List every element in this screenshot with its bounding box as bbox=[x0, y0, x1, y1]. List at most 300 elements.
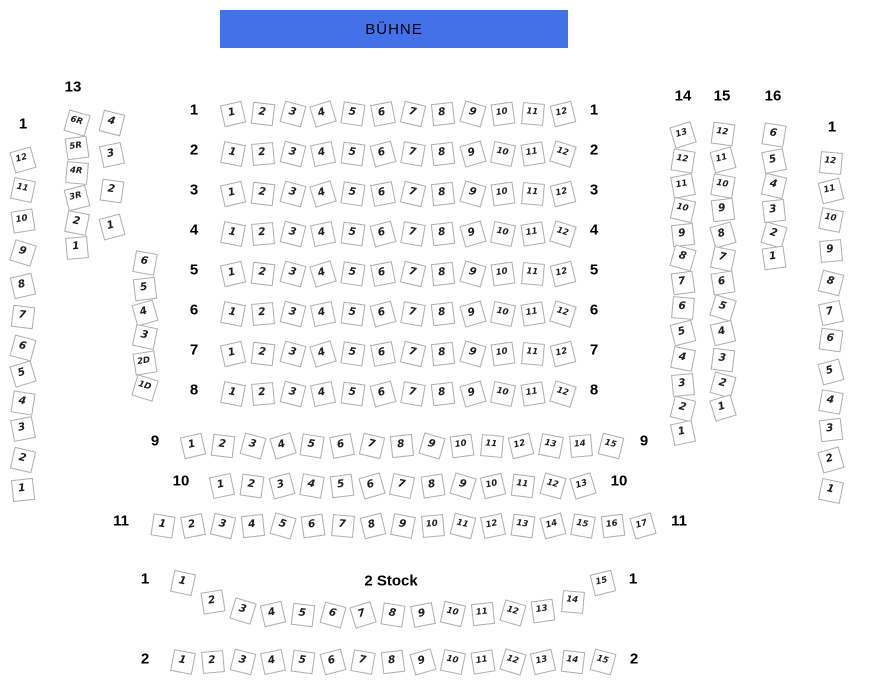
seat[interactable] bbox=[760, 221, 787, 248]
seat[interactable] bbox=[201, 650, 225, 674]
seat[interactable] bbox=[359, 472, 386, 499]
seat[interactable] bbox=[309, 340, 336, 367]
seat[interactable] bbox=[341, 222, 366, 247]
seat-number: 4 bbox=[716, 324, 727, 338]
seat[interactable] bbox=[251, 222, 275, 246]
seat[interactable] bbox=[200, 589, 225, 614]
seat-number: 6R bbox=[69, 114, 84, 128]
seat-number: 9 bbox=[416, 653, 427, 668]
seat[interactable] bbox=[100, 179, 125, 204]
seat[interactable] bbox=[381, 650, 406, 675]
seat[interactable] bbox=[370, 141, 397, 168]
seat[interactable] bbox=[280, 181, 307, 208]
seat[interactable] bbox=[710, 246, 736, 272]
seat[interactable] bbox=[10, 335, 37, 362]
seat[interactable] bbox=[711, 348, 736, 373]
seat[interactable] bbox=[762, 246, 787, 271]
seat[interactable] bbox=[65, 161, 89, 185]
seat[interactable] bbox=[490, 301, 516, 327]
seat[interactable] bbox=[280, 141, 307, 168]
seat[interactable] bbox=[490, 221, 516, 247]
seat[interactable] bbox=[818, 178, 845, 205]
seat[interactable] bbox=[761, 148, 787, 174]
seat[interactable] bbox=[459, 100, 486, 127]
seat[interactable] bbox=[65, 236, 89, 260]
seat[interactable] bbox=[531, 599, 556, 624]
seat[interactable] bbox=[150, 513, 175, 538]
seat[interactable] bbox=[400, 381, 425, 406]
seat[interactable] bbox=[251, 102, 276, 127]
seat[interactable] bbox=[762, 199, 786, 223]
seat[interactable] bbox=[131, 299, 158, 326]
seat[interactable] bbox=[459, 180, 486, 207]
seat[interactable] bbox=[601, 514, 626, 539]
seat[interactable] bbox=[431, 102, 455, 126]
seat[interactable] bbox=[132, 324, 158, 350]
seat-number: 3 bbox=[287, 185, 298, 199]
seat-number: 2 bbox=[207, 593, 217, 607]
seat[interactable] bbox=[310, 381, 336, 407]
seat[interactable] bbox=[670, 396, 697, 423]
seat[interactable] bbox=[670, 346, 696, 372]
seat[interactable] bbox=[670, 197, 696, 223]
seat[interactable] bbox=[709, 294, 736, 321]
seat[interactable] bbox=[671, 296, 695, 320]
seat[interactable] bbox=[491, 262, 516, 287]
seat[interactable] bbox=[480, 513, 506, 539]
seat-number: 1D bbox=[136, 379, 153, 393]
seat[interactable] bbox=[508, 433, 535, 460]
seat-number: 11 bbox=[525, 106, 539, 118]
seat[interactable] bbox=[819, 151, 843, 175]
seat[interactable] bbox=[309, 100, 336, 127]
seat-number: 1 bbox=[186, 437, 197, 451]
seat[interactable] bbox=[520, 381, 545, 406]
seat[interactable] bbox=[819, 418, 844, 443]
seat[interactable] bbox=[291, 650, 316, 675]
seat[interactable] bbox=[710, 147, 737, 174]
seat[interactable] bbox=[400, 101, 426, 127]
seat-number: 11 bbox=[515, 478, 529, 490]
seat[interactable] bbox=[370, 261, 396, 287]
seat-number: 10 bbox=[495, 106, 509, 118]
seat[interactable] bbox=[10, 447, 36, 473]
seat[interactable] bbox=[133, 277, 158, 302]
seat[interactable] bbox=[220, 221, 246, 247]
seat[interactable] bbox=[340, 261, 365, 286]
seat-number: 3 bbox=[287, 385, 298, 399]
seat[interactable] bbox=[817, 446, 844, 473]
seat[interactable] bbox=[380, 602, 405, 627]
seat-number: 8 bbox=[437, 385, 447, 399]
seat[interactable] bbox=[711, 122, 736, 147]
seat[interactable] bbox=[549, 300, 576, 327]
seat-number: 2D bbox=[136, 355, 151, 368]
seat[interactable] bbox=[520, 141, 545, 166]
seat[interactable] bbox=[260, 601, 286, 627]
seat[interactable] bbox=[329, 433, 355, 459]
seat[interactable] bbox=[64, 185, 91, 212]
seat[interactable] bbox=[471, 602, 495, 626]
seat[interactable] bbox=[251, 262, 276, 287]
seat[interactable] bbox=[400, 181, 426, 207]
seat[interactable] bbox=[549, 380, 576, 407]
seat[interactable] bbox=[459, 300, 486, 327]
seat[interactable] bbox=[132, 250, 157, 275]
seat[interactable] bbox=[491, 102, 516, 127]
seat[interactable] bbox=[280, 101, 307, 128]
seat[interactable] bbox=[400, 221, 425, 246]
row-label: 1 bbox=[589, 101, 599, 119]
row-label: 2 bbox=[140, 650, 150, 668]
seat[interactable] bbox=[431, 342, 455, 366]
seat-number: 10 bbox=[484, 478, 499, 491]
seat[interactable] bbox=[569, 434, 593, 458]
seat[interactable] bbox=[131, 374, 158, 401]
seat[interactable] bbox=[210, 513, 236, 539]
seat[interactable] bbox=[490, 141, 516, 167]
seat[interactable] bbox=[269, 473, 296, 500]
seat[interactable] bbox=[360, 513, 387, 540]
seat[interactable] bbox=[570, 513, 595, 538]
seat-number: 2 bbox=[677, 400, 688, 414]
seat[interactable] bbox=[309, 260, 336, 287]
seat[interactable] bbox=[9, 146, 36, 173]
seat[interactable] bbox=[309, 180, 336, 207]
seat[interactable] bbox=[340, 101, 365, 126]
seat[interactable] bbox=[420, 473, 445, 498]
seat[interactable] bbox=[260, 649, 286, 675]
seat[interactable] bbox=[450, 513, 477, 540]
seat-number: 2 bbox=[717, 376, 728, 390]
seat[interactable] bbox=[491, 182, 516, 207]
seat-number: 4 bbox=[275, 437, 287, 452]
seat[interactable] bbox=[710, 173, 735, 198]
seat-number: 6 bbox=[376, 145, 387, 160]
row-label: 9 bbox=[150, 432, 160, 450]
seat[interactable] bbox=[389, 473, 415, 499]
seat[interactable] bbox=[521, 342, 545, 366]
seat[interactable] bbox=[251, 302, 275, 326]
seat[interactable] bbox=[340, 181, 365, 206]
seat[interactable] bbox=[440, 601, 466, 627]
seat[interactable] bbox=[229, 597, 256, 624]
seat-number: 3 bbox=[287, 225, 298, 239]
row-label: 2 bbox=[189, 141, 199, 159]
seat[interactable] bbox=[400, 341, 426, 367]
seat[interactable] bbox=[761, 122, 786, 147]
seat[interactable] bbox=[400, 261, 426, 287]
seat[interactable] bbox=[530, 649, 556, 675]
seat[interactable] bbox=[65, 136, 90, 161]
seat[interactable] bbox=[10, 208, 35, 233]
seat[interactable] bbox=[209, 473, 235, 499]
seat[interactable] bbox=[521, 182, 545, 206]
seat-number: 10 bbox=[495, 266, 509, 278]
seat[interactable] bbox=[11, 478, 35, 502]
seat[interactable] bbox=[540, 513, 567, 540]
seat[interactable] bbox=[550, 341, 577, 368]
seat[interactable] bbox=[220, 101, 246, 127]
seat[interactable] bbox=[440, 649, 466, 675]
seat-number: 8 bbox=[387, 653, 397, 667]
seat-number: 10 bbox=[823, 211, 838, 224]
seat[interactable] bbox=[211, 434, 236, 459]
seat[interactable] bbox=[561, 590, 585, 614]
seat[interactable] bbox=[400, 141, 425, 166]
seat-number: 15 bbox=[594, 575, 609, 588]
seat[interactable] bbox=[240, 474, 265, 499]
seat[interactable] bbox=[280, 381, 307, 408]
seat[interactable] bbox=[590, 649, 617, 676]
seat-number: 9 bbox=[467, 185, 478, 199]
seat[interactable] bbox=[280, 221, 307, 248]
seat[interactable] bbox=[670, 173, 696, 199]
seat-number: 1 bbox=[768, 249, 778, 263]
seat[interactable] bbox=[449, 434, 474, 459]
seat-number: 6 bbox=[376, 265, 387, 279]
seat[interactable] bbox=[63, 109, 90, 136]
seat[interactable] bbox=[561, 650, 586, 675]
seat-number: 8 bbox=[825, 274, 836, 288]
seat[interactable] bbox=[521, 262, 545, 286]
seat[interactable] bbox=[818, 359, 845, 386]
seat[interactable] bbox=[220, 181, 246, 207]
seat[interactable] bbox=[818, 389, 843, 414]
seat[interactable] bbox=[341, 382, 366, 407]
seat[interactable] bbox=[421, 514, 445, 538]
seat[interactable] bbox=[819, 328, 844, 353]
seat[interactable] bbox=[370, 101, 396, 127]
seat[interactable] bbox=[180, 433, 206, 459]
seat-number: 11 bbox=[822, 183, 837, 196]
seat-number: 12 bbox=[554, 266, 569, 279]
row-label: 6 bbox=[189, 301, 199, 319]
seat[interactable] bbox=[341, 142, 366, 167]
seat[interactable] bbox=[671, 271, 696, 296]
seat-number: 6 bbox=[376, 345, 387, 359]
seat[interactable] bbox=[220, 261, 246, 287]
seat[interactable] bbox=[239, 433, 266, 460]
seat[interactable] bbox=[538, 433, 564, 459]
seat[interactable] bbox=[818, 478, 844, 504]
seat[interactable] bbox=[320, 649, 347, 676]
seat[interactable] bbox=[710, 320, 736, 346]
seat[interactable] bbox=[241, 514, 265, 538]
seat[interactable] bbox=[449, 472, 476, 499]
seat[interactable] bbox=[370, 301, 397, 328]
seat[interactable] bbox=[10, 177, 36, 203]
seat[interactable] bbox=[409, 648, 436, 675]
seat[interactable] bbox=[459, 380, 486, 407]
seat[interactable] bbox=[520, 221, 545, 246]
seat[interactable] bbox=[499, 599, 526, 626]
seat[interactable] bbox=[310, 141, 336, 167]
seat[interactable] bbox=[310, 221, 336, 247]
seat[interactable] bbox=[99, 110, 126, 137]
seat[interactable] bbox=[418, 432, 445, 459]
seat[interactable] bbox=[370, 221, 397, 248]
seat[interactable] bbox=[550, 261, 577, 288]
seat[interactable] bbox=[671, 373, 695, 397]
seat[interactable] bbox=[11, 305, 36, 330]
seat[interactable] bbox=[431, 142, 456, 167]
seat-number: 13 bbox=[534, 654, 549, 667]
seat[interactable] bbox=[431, 382, 456, 407]
seat[interactable] bbox=[459, 340, 486, 367]
seat[interactable] bbox=[330, 474, 355, 499]
seat[interactable] bbox=[711, 198, 736, 223]
seat[interactable] bbox=[10, 416, 36, 442]
seat[interactable] bbox=[511, 474, 536, 499]
seat[interactable] bbox=[539, 473, 566, 500]
seat[interactable] bbox=[710, 270, 735, 295]
seat-number: 4 bbox=[316, 145, 327, 159]
seat-number: 10 bbox=[495, 385, 510, 398]
seat[interactable] bbox=[549, 220, 576, 247]
seat[interactable] bbox=[370, 381, 397, 408]
seat-number: 12 bbox=[555, 225, 570, 239]
seat[interactable] bbox=[470, 649, 495, 674]
seat[interactable] bbox=[709, 221, 736, 248]
seat[interactable] bbox=[480, 473, 506, 499]
seat[interactable] bbox=[569, 472, 596, 499]
seat[interactable] bbox=[431, 262, 455, 286]
seat-number: 6 bbox=[376, 305, 387, 320]
seat[interactable] bbox=[310, 301, 336, 327]
seat-number: 1 bbox=[227, 385, 238, 399]
seat-number: 1 bbox=[226, 185, 237, 199]
seat[interactable] bbox=[251, 142, 275, 166]
seat[interactable] bbox=[499, 648, 526, 675]
seat[interactable] bbox=[269, 432, 296, 459]
seat[interactable] bbox=[350, 649, 375, 674]
seat[interactable] bbox=[629, 512, 656, 539]
seat[interactable] bbox=[490, 381, 516, 407]
seat[interactable] bbox=[520, 301, 545, 326]
seat[interactable] bbox=[251, 182, 276, 207]
seat[interactable] bbox=[491, 342, 516, 367]
seat[interactable] bbox=[550, 101, 577, 128]
seat[interactable] bbox=[64, 210, 90, 236]
seat[interactable] bbox=[598, 433, 625, 460]
seat[interactable] bbox=[370, 181, 396, 207]
seat[interactable] bbox=[99, 142, 125, 168]
seat-number: 6 bbox=[376, 225, 387, 240]
seat[interactable] bbox=[431, 302, 456, 327]
seat[interactable] bbox=[180, 513, 206, 539]
seat[interactable] bbox=[370, 341, 396, 367]
seat[interactable] bbox=[410, 602, 436, 628]
seat[interactable] bbox=[99, 214, 126, 241]
seat[interactable] bbox=[459, 140, 486, 167]
seat-number: 7 bbox=[366, 437, 377, 451]
seat-number: 3 bbox=[247, 437, 258, 451]
seat-number: 3 bbox=[825, 421, 835, 435]
seat[interactable] bbox=[9, 239, 36, 266]
seat-number: 7 bbox=[407, 105, 418, 119]
seat[interactable] bbox=[670, 420, 696, 446]
seat[interactable] bbox=[511, 514, 536, 539]
seat-number: 1 bbox=[676, 424, 687, 438]
seat[interactable] bbox=[390, 434, 414, 458]
seat[interactable] bbox=[299, 473, 324, 498]
seat[interactable] bbox=[10, 390, 35, 415]
seat[interactable] bbox=[220, 141, 246, 167]
seat[interactable] bbox=[670, 148, 695, 173]
seat[interactable] bbox=[300, 433, 325, 458]
seat[interactable] bbox=[359, 433, 385, 459]
row-label: 2 bbox=[629, 650, 639, 668]
seat[interactable] bbox=[480, 434, 504, 458]
seat-number: 6 bbox=[678, 299, 687, 313]
seat[interactable] bbox=[670, 320, 697, 347]
seat[interactable] bbox=[400, 301, 425, 326]
seat[interactable] bbox=[220, 301, 246, 327]
seat-number: 15 bbox=[603, 437, 618, 451]
seat[interactable] bbox=[269, 512, 296, 539]
seat[interactable] bbox=[459, 260, 486, 287]
seat[interactable] bbox=[549, 140, 576, 167]
seat[interactable] bbox=[220, 341, 246, 367]
seat[interactable] bbox=[669, 244, 696, 271]
seat[interactable] bbox=[431, 182, 455, 206]
row-label: 11 bbox=[671, 512, 687, 530]
seat[interactable] bbox=[291, 603, 316, 628]
seat[interactable] bbox=[251, 382, 275, 406]
seat[interactable] bbox=[669, 121, 696, 148]
seat[interactable] bbox=[170, 570, 196, 596]
seat[interactable] bbox=[390, 513, 416, 539]
seat-number: 3 bbox=[237, 601, 248, 616]
seat[interactable] bbox=[761, 173, 787, 199]
seat-number: 4 bbox=[306, 477, 317, 491]
seat-number: 7 bbox=[397, 477, 407, 491]
seat-number: 10 bbox=[495, 145, 510, 158]
seat[interactable] bbox=[331, 514, 355, 538]
seat[interactable] bbox=[132, 350, 157, 375]
seat[interactable] bbox=[590, 570, 617, 597]
seat[interactable] bbox=[521, 102, 545, 126]
seat[interactable] bbox=[10, 273, 36, 299]
seat[interactable] bbox=[550, 181, 577, 208]
seat[interactable] bbox=[818, 207, 844, 233]
seat[interactable] bbox=[349, 601, 376, 628]
seat[interactable] bbox=[280, 301, 307, 328]
seat[interactable] bbox=[340, 341, 365, 366]
seat[interactable] bbox=[320, 602, 347, 629]
seat[interactable] bbox=[230, 649, 257, 676]
seat[interactable] bbox=[710, 372, 737, 399]
seat[interactable] bbox=[301, 514, 326, 539]
seat[interactable] bbox=[341, 302, 366, 327]
seat-number: 4 bbox=[677, 350, 688, 364]
seat[interactable] bbox=[220, 381, 246, 407]
seat[interactable] bbox=[170, 649, 196, 675]
seat[interactable] bbox=[431, 222, 456, 247]
seat[interactable] bbox=[251, 342, 276, 367]
seat[interactable] bbox=[818, 300, 844, 326]
seat[interactable] bbox=[818, 270, 845, 297]
seat[interactable] bbox=[709, 394, 736, 421]
seat[interactable] bbox=[280, 261, 307, 288]
seat-number: 7 bbox=[677, 274, 687, 288]
seat[interactable] bbox=[280, 341, 307, 368]
seat[interactable] bbox=[819, 239, 843, 263]
seat[interactable] bbox=[459, 220, 486, 247]
seat[interactable] bbox=[9, 360, 36, 387]
seat-number: 6 bbox=[307, 517, 317, 531]
